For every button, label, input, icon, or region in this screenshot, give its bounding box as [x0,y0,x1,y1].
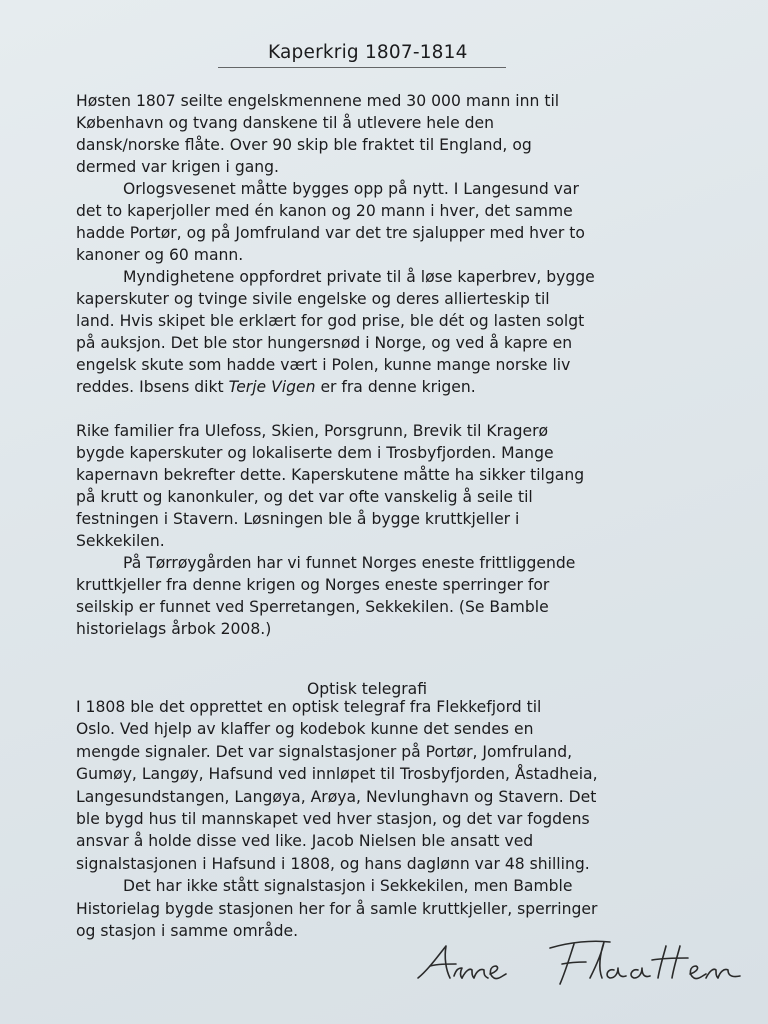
text-line: Rike familier fra Ulefoss, Skien, Porsgrunn, Brevik til Kragerø [76,422,549,440]
text-line: seilskip er funnet ved Sperretangen, Sekkekilen. (Se Bamble [76,598,549,616]
text-line: det to kaperjoller med én kanon og 20 mann i hver, det samme [76,202,573,220]
text-run: reddes. Ibsens dikt [76,378,229,396]
text-line: Høsten 1807 seilte engelskmennene med 30 000 mann inn til [76,92,560,110]
text-line [76,376,726,398]
text-line: ble bygd hus til mannskapet ved hver stasjon, og det var fogdens [76,809,590,828]
text-line: festningen i Stavern. Løsningen ble å bygge kruttkjeller i [76,510,520,528]
text-line: kanoner og 60 mann. [76,246,244,264]
text-line: Gumøy, Langøy, Hafsund ved innløpet til Trosbyfjorden, Åstadheia, [76,765,598,784]
text-line: kapernavn bekrefter dette. Kaperskutene måtte ha sikker tilgang [76,466,585,484]
text-line: mengde signaler. Det var signalstasjoner på Portør, Jomfruland, [76,742,573,761]
text-line: På Tørrøygården har vi funnet Norges eneste frittliggende [123,554,576,572]
text-line: ansvar å holde disse ved like. Jacob Nielsen ble ansatt ved [76,832,534,851]
text-line: signalstasjonen i Hafsund i 1808, og hans daglønn var 48 shilling. [76,854,590,873]
text-line: historielags årbok 2008.) [76,620,272,638]
paragraph-gap [76,398,726,420]
handwritten-signature [410,930,750,1000]
text-line: på krutt og kanonkuler, og det var ofte vanskelig å seile til [76,488,533,506]
text-line: hadde Portør, og på Jomfruland var det tre sjalupper med hver to [76,224,585,242]
page-title: Kaperkrig 1807-1814 [268,42,468,63]
text-line: kruttkjeller fra denne krigen og Norges eneste sperringer for [76,576,550,594]
text-run: er fra denne krigen. [315,378,476,396]
poem-title: Terje Vigen [228,378,316,396]
text-line: og stasjon i samme område. [76,921,299,940]
section-heading: Optisk telegrafi [307,680,428,698]
title-underline [218,67,506,68]
text-line: Det har ikke stått signalstasjon i Sekkekilen, men Bamble [123,877,573,896]
text-line: land. Hvis skipet ble erklært for god prise, ble dét og lasten solgt [76,312,585,330]
main-text [76,90,726,640]
telegraph-text [76,696,726,942]
text-line: Sekkekilen. [76,532,165,550]
text-line: engelsk skute som hadde vært i Polen, kunne mange norske liv [76,356,571,374]
text-line: Myndighetene oppfordret private til å løse kaperbrev, bygge [123,268,595,286]
text-line: bygde kaperskuter og lokaliserte dem i Trosbyfjorden. Mange [76,444,554,462]
text-line: I 1808 ble det opprettet en optisk telegraf fra Flekkefjord til [76,698,542,716]
text-line: Orlogsvesenet måtte bygges opp på nytt. I Langesund var [123,180,579,198]
text-line: Historielag bygde stasjonen her for å samle kruttkjeller, sperringer [76,899,598,918]
text-line: Langesundstangen, Langøya, Arøya, Nevlunghavn og Stavern. Det [76,787,597,806]
text-line: Oslo. Ved hjelp av klaffer og kodebok kunne det sendes en [76,720,534,739]
text-line: København og tvang danskene til å utlevere hele den [76,114,494,132]
text-line: dansk/norske flåte. Over 90 skip ble fraktet til England, og [76,136,532,154]
text-line: kaperskuter og tvinge sivile engelske og deres allierteskip til [76,290,550,308]
text-line: dermed var krigen i gang. [76,158,280,176]
text-line: på auksjon. Det ble stor hungersnød i Norge, og ved å kapre en [76,334,573,352]
